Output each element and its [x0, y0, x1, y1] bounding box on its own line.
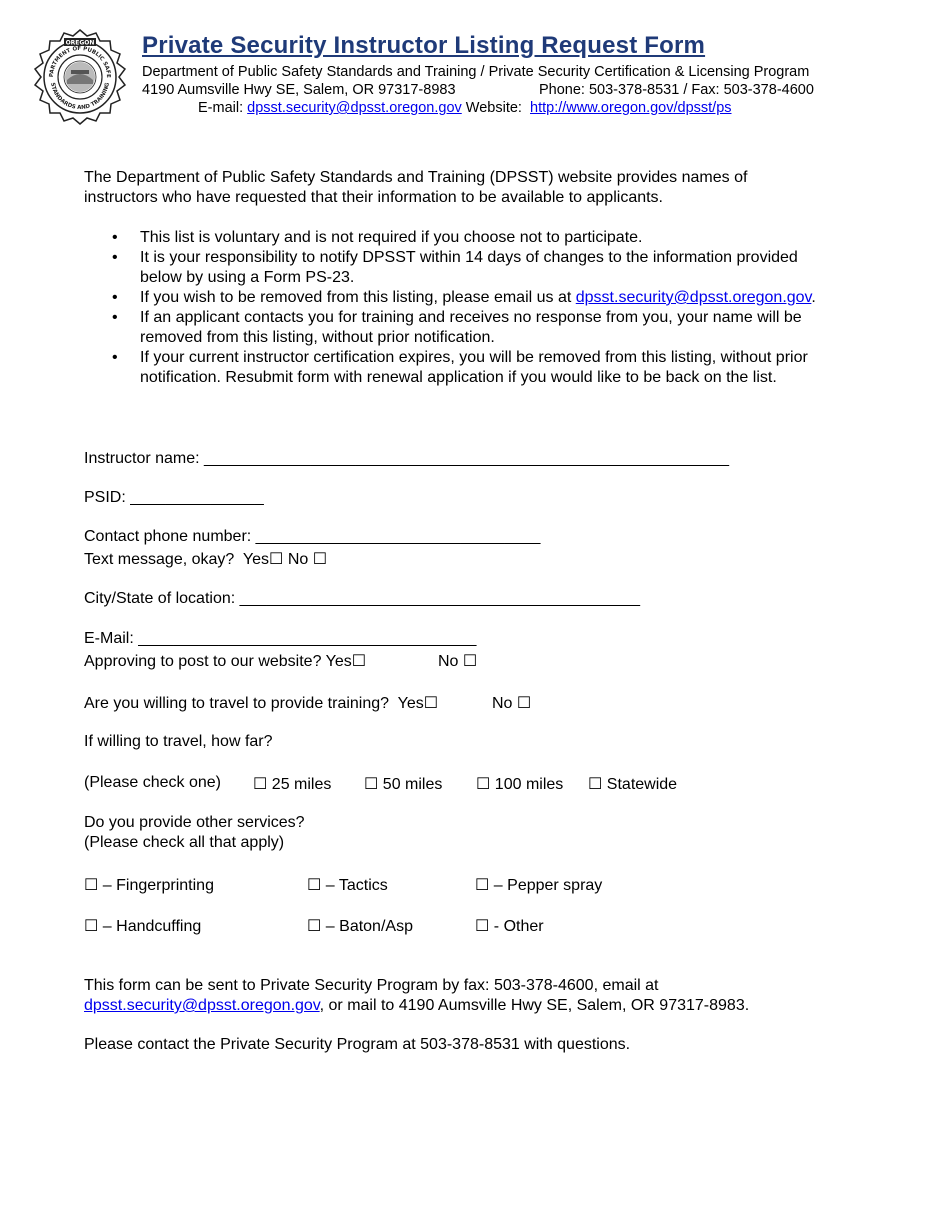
text-message-row	[84, 549, 327, 569]
travel-no-option	[492, 693, 531, 713]
svg-text:STANDARDS AND TRAINING: STANDARDS AND TRAINING	[49, 82, 111, 112]
checkbox[interactable]: ☐	[475, 877, 490, 894]
approve-post-label	[84, 651, 366, 671]
mailing-address: 4190 Aumsville Hwy SE, Salem, OR 97317-8983	[142, 82, 456, 98]
form-title: Private Security Instructor Listing Request Form	[142, 32, 706, 59]
service-tactics-option[interactable]	[307, 875, 388, 895]
checkbox[interactable]: ☐	[84, 918, 99, 935]
service-handcuffing-option[interactable]	[84, 916, 201, 936]
check-all-label: (Please check all that apply)	[84, 834, 285, 851]
dpsst-seal-logo	[31, 28, 129, 130]
submission-instructions-2	[84, 996, 749, 1016]
department-line: Department of Public Safety Standards and Training / Private Security Certification & Licensing Program	[142, 64, 810, 80]
email-label: E-mail:	[198, 100, 244, 116]
bullet-dot: •	[112, 249, 118, 266]
service-pepper-spray-option[interactable]	[475, 875, 602, 895]
info-bullet-list	[84, 228, 884, 388]
header-email-link[interactable]: dpsst.security@dpsst.oregon.gov	[247, 100, 462, 116]
service-label: - Other	[493, 918, 544, 935]
distance-100-option[interactable]	[476, 774, 563, 794]
bullet-item	[84, 248, 884, 288]
travel-no-checkbox[interactable]: ☐	[516, 695, 532, 712]
travel-yes-checkbox[interactable]: ☐	[423, 695, 439, 712]
check-one-label: (Please check one)	[84, 774, 221, 791]
checkbox[interactable]: ☐	[364, 776, 379, 793]
footer-address-text: , or mail to 4190 Aumsville Hwy SE, Salem, OR 97317-8983.	[319, 997, 750, 1014]
psid-field[interactable]: PSID: _______________	[84, 489, 264, 506]
travel-label-text: Are you willing to travel to provide training?	[84, 695, 390, 712]
service-label: – Handcuffing	[102, 918, 202, 935]
email-field[interactable]: E-Mail: ______________________________________	[84, 630, 477, 647]
approve-no-label: No	[438, 653, 459, 670]
intro-line-1: The Department of Public Safety Standards and Training (DPSST) website provides names of	[84, 169, 748, 186]
instructor-name-field[interactable]: Instructor name: ___________________________________________________________	[84, 450, 730, 467]
distance-label: 100 miles	[494, 776, 564, 793]
service-label: – Tactics	[325, 877, 388, 894]
text-no-checkbox[interactable]: ☐	[312, 551, 328, 568]
header-website-link[interactable]: http://www.oregon.gov/dpsst/ps	[530, 100, 732, 116]
text-no-label: No	[287, 551, 309, 568]
svg-text:DEPARTMENT OF PUBLIC SAFETY: PARTMENT OF PUBLIC SAFE	[48, 45, 112, 78]
footer-email-link[interactable]: dpsst.security@dpsst.oregon.gov	[84, 997, 320, 1014]
submission-instructions: This form can be sent to Private Security Program by fax: 503-378-4600, email at	[84, 977, 659, 994]
checkbox[interactable]: ☐	[588, 776, 603, 793]
service-fingerprinting-option[interactable]	[84, 875, 214, 895]
city-state-field[interactable]: City/State of location: _____________________________________________	[84, 590, 641, 607]
travel-question	[84, 693, 438, 713]
bullet-item	[84, 288, 884, 308]
travel-yes-label: Yes	[397, 695, 424, 712]
bullet-item	[84, 348, 884, 388]
bullet-dot: •	[112, 289, 118, 306]
distance-label: 50 miles	[382, 776, 443, 793]
website-label: Website:	[465, 100, 522, 116]
bullet-dot: •	[112, 349, 118, 366]
how-far-label: If willing to travel, how far?	[84, 733, 273, 750]
bullet-dot: •	[112, 229, 118, 246]
svg-text:OREGON: OREGON	[65, 39, 95, 47]
contact-questions: Please contact the Private Security Program at 503-378-8531 with questions.	[84, 1036, 631, 1053]
service-label: – Pepper spray	[493, 877, 603, 894]
other-services-label: Do you provide other services?	[84, 814, 305, 831]
intro-line-2: instructors who have requested that their information to be available to applicants.	[84, 189, 663, 206]
bullet-item	[84, 308, 884, 348]
approve-label-text: Approving to post to our website?	[84, 653, 322, 670]
bullet-item	[84, 228, 884, 248]
checkbox[interactable]: ☐	[84, 877, 99, 894]
bullet-dot: •	[112, 309, 118, 326]
bullet-text: below by using a Form PS-23.	[140, 269, 355, 286]
approve-no-checkbox[interactable]: ☐	[462, 653, 478, 670]
bullet-text: notification. Resubmit form with renewal application if you would like to be back on the list.	[140, 369, 777, 386]
bullet-text: removed from this listing, without prior notification.	[140, 329, 495, 346]
distance-label: 25 miles	[271, 776, 332, 793]
bullet-text: This list is voluntary and is not required if you choose not to participate.	[140, 229, 643, 246]
service-label: – Fingerprinting	[102, 877, 214, 894]
contact-line	[198, 99, 732, 117]
approve-yes-checkbox[interactable]: ☐	[351, 653, 367, 670]
service-label: – Baton/Asp	[325, 918, 413, 935]
checkbox[interactable]: ☐	[307, 918, 322, 935]
distance-statewide-option[interactable]	[588, 774, 677, 794]
bullet-text: If you wish to be removed from this listing, please email us at	[140, 289, 576, 306]
bullet-text: .	[811, 289, 816, 306]
distance-label: Statewide	[606, 776, 678, 793]
distance-50-option[interactable]	[364, 774, 442, 794]
checkbox[interactable]: ☐	[253, 776, 268, 793]
travel-no-label: No	[492, 695, 513, 712]
checkbox[interactable]: ☐	[476, 776, 491, 793]
phone-fax: Phone: 503-378-8531 / Fax: 503-378-4600	[539, 82, 814, 98]
bullet-text: It is your responsibility to notify DPSST within 14 days of changes to the information provided	[140, 249, 798, 266]
checkbox[interactable]: ☐	[307, 877, 322, 894]
contact-phone-field[interactable]: Contact phone number: ________________________________	[84, 528, 541, 545]
bullet-text: If an applicant contacts you for training and receives no response from you, your name will be	[140, 309, 802, 326]
approve-yes-label: Yes	[325, 653, 352, 670]
service-baton-option[interactable]	[307, 916, 413, 936]
bullet-text: If your current instructor certification expires, you will be removed from this listing, without prior	[140, 349, 808, 366]
removal-email-link[interactable]: dpsst.security@dpsst.oregon.gov	[575, 289, 812, 306]
text-yes-label: Yes	[242, 551, 270, 568]
text-yes-checkbox[interactable]: ☐	[269, 551, 284, 568]
checkbox[interactable]: ☐	[475, 918, 490, 935]
text-message-label: Text message, okay?	[84, 551, 235, 568]
service-other-option[interactable]	[475, 916, 544, 936]
approve-no-option	[438, 651, 477, 671]
distance-25-option[interactable]	[253, 774, 331, 794]
